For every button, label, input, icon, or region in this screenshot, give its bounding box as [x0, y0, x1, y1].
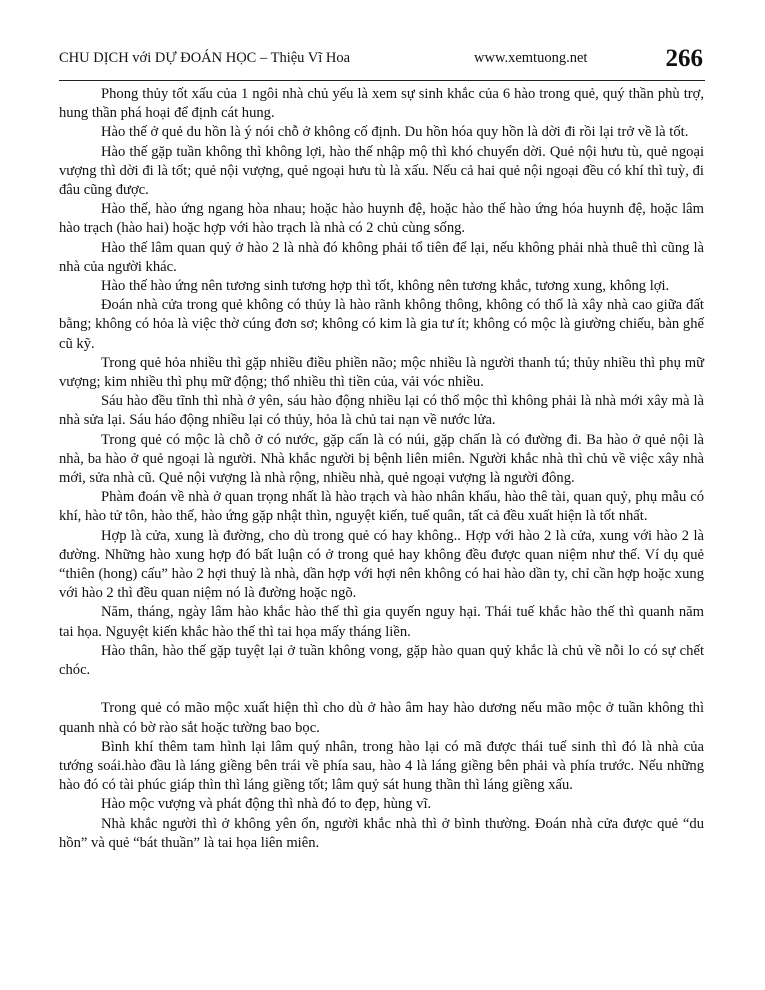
paragraph: Hào thân, hào thế gặp tuyệt lại ở tuần không vong, gặp hào quan quỷ khắc là chủ về nỗi lo có sự chết chóc. — [59, 642, 704, 679]
paragraph: Hào thế lâm quan quỷ ở hào 2 là nhà đó không phải tổ tiên để lại, nếu không phải nhà thuê thì cũng là nhà của người khác. — [59, 239, 704, 275]
paragraph: Trong quẻ có mộc là chỗ ở có nước, gặp cấn là có núi, gặp chấn là có đường đi. Ba hào ở quẻ nội là nhà, ba hào ở quẻ ngoại là người. Nhà khắc người bị bệnh liên miên. Người khắc nhà thì chủ về việc xây nhà mới, sửa nhà cũ. Quẻ nội vượng là nhà rộng, nhiều nhà, quẻ ngoại vượng là người đông. — [59, 431, 704, 487]
header-divider — [59, 80, 705, 81]
paragraph: Đoán nhà cửa trong quẻ không có thủy là hào rãnh không thông, không có thổ là xây nhà cao giữa đất bằng; không có hỏa là việc thờ cúng đơn sơ; không có kim là gia tư ít; không có mộc là giường chiếu, bàn ghế cũ kỹ. — [59, 297, 704, 352]
page-number: 266 — [665, 45, 703, 72]
paragraph: Hào thế ở quẻ du hồn là ý nói chỗ ở không cố định. Du hồn hóa quy hồn là dời đi rồi lại trở về là tốt. — [101, 124, 689, 141]
paragraph: Phàm đoán về nhà ở quan trọng nhất là hào trạch và hào nhân khẩu, hào thê tài, quan quỷ, phụ mẫu có khí, hào tử tôn, hào thế, hào ứng gặp nhật thìn, nguyệt kiến, tuế quân, tất cả đều xuất hiện là tốt nhất. — [59, 489, 704, 525]
paragraph: Trong quẻ hỏa nhiều thì gặp nhiều điều phiền não; mộc nhiều là người thanh tú; thủy nhiều thì phụ mữ vượng; kim nhiều thì phụ mữ động; thổ nhiều thì tiền của, vải vóc nhiều. — [59, 354, 704, 391]
website-url: www.xemtuong.net — [474, 50, 588, 66]
paragraph: Hào thế hào ứng nên tương sinh tương hợp thì tốt, không nên tương khắc, tương xung, không lợi. — [101, 278, 670, 295]
paragraph: Phong thủy tốt xấu của 1 ngôi nhà chủ yếu là xem sự sinh khắc của 6 hào trong quẻ, quý thần phù trợ, hung thần phá hoại để định cát hung. — [59, 86, 704, 122]
paragraph: Hào mộc vượng và phát động thì nhà đó to đẹp, hùng vĩ. — [101, 796, 432, 813]
paragraph: Bình khí thêm tam hình lại lâm quý nhân, trong hào lại có mã được thái tuế sinh thì đó là nhà của tướng soái.hào đầu là láng giềng bên trái về phía sau, hào 4 là láng giềng bên phải và phía trước. Nếu những hào đó có tài phúc giáp thìn thì láng giềng tốt; lâm quỷ sát hung thần thì láng giềng xấu. — [59, 738, 704, 794]
paragraph: Trong quẻ có mão mộc xuất hiện thì cho dù ở hào âm hay hào dương nếu mão mộc ở tuần không thì quanh nhà có bờ rào sắt hoặc tường bao bọc. — [59, 700, 704, 736]
paragraph: Hợp là cửa, xung là đường, cho dù trong quẻ có hay không.. Hợp với hào 2 là cửa, xung với hào 2 là đường. Những hào xung hợp đó bất luận có ở trong quẻ hay không đều được quan niệm như thế. Ví dụ quẻ “thiên (hong) cấu” hào 2 hợi thuỷ là nhà, dần hợp với hợi nên không có hai hào dần ty, chỉ cần hợp hoặc xung với hào 2 thì đều quan niệm nó là đường hoặc ngõ. — [59, 527, 704, 602]
book-title: CHU DỊCH với DỰ ĐOÁN HỌC – Thiệu Vĩ Hoa — [59, 50, 351, 66]
paragraph: Nhà khắc người thì ở không yên ổn, người khắc nhà thì ở bình thường. Đoán nhà cửa được quẻ “du hồn” và quẻ “bát thuần” là tai họa liên miên. — [59, 815, 704, 851]
body-text — [59, 85, 704, 853]
paragraph: Năm, tháng, ngày lâm hào khắc hào thế thì gia quyến nguy hại. Thái tuế khắc hào thế thì quanh năm tai họa. Nguyệt kiến khắc hào thế thì tai họa mấy tháng liền. — [59, 604, 704, 640]
page-header — [59, 46, 705, 80]
paragraph: Sáu hào đều tĩnh thì nhà ở yên, sáu hào động nhiều lại có thổ mộc thì không phải là nhà mới xây mà là nhà sửa lại. Sáu háo động nhiều lại có thủy, hỏa là chủ tai nạn về nước lửa. — [59, 393, 704, 429]
paragraph: Hào thế gặp tuần không thì không lợi, hào thế nhập mộ thì khó chuyển dời. Quẻ nội hưu tù, quẻ ngoại vượng thì dời đi là tốt; quẻ nội vượng, quẻ ngoại hưu tù là xấu. Nếu cả hai quẻ nội ngoại đều có khí thì tuỳ, đi đâu cũng được. — [59, 143, 704, 199]
paragraph: Hào thế, hào ứng ngang hòa nhau; hoặc hào huynh đệ, hoặc hào thế hào ứng hóa huynh đệ, hoặc lâm hào trạch (hào hai) hoặc hợp với hào trạch là nhà có 2 chủ cùng sống. — [59, 201, 704, 237]
